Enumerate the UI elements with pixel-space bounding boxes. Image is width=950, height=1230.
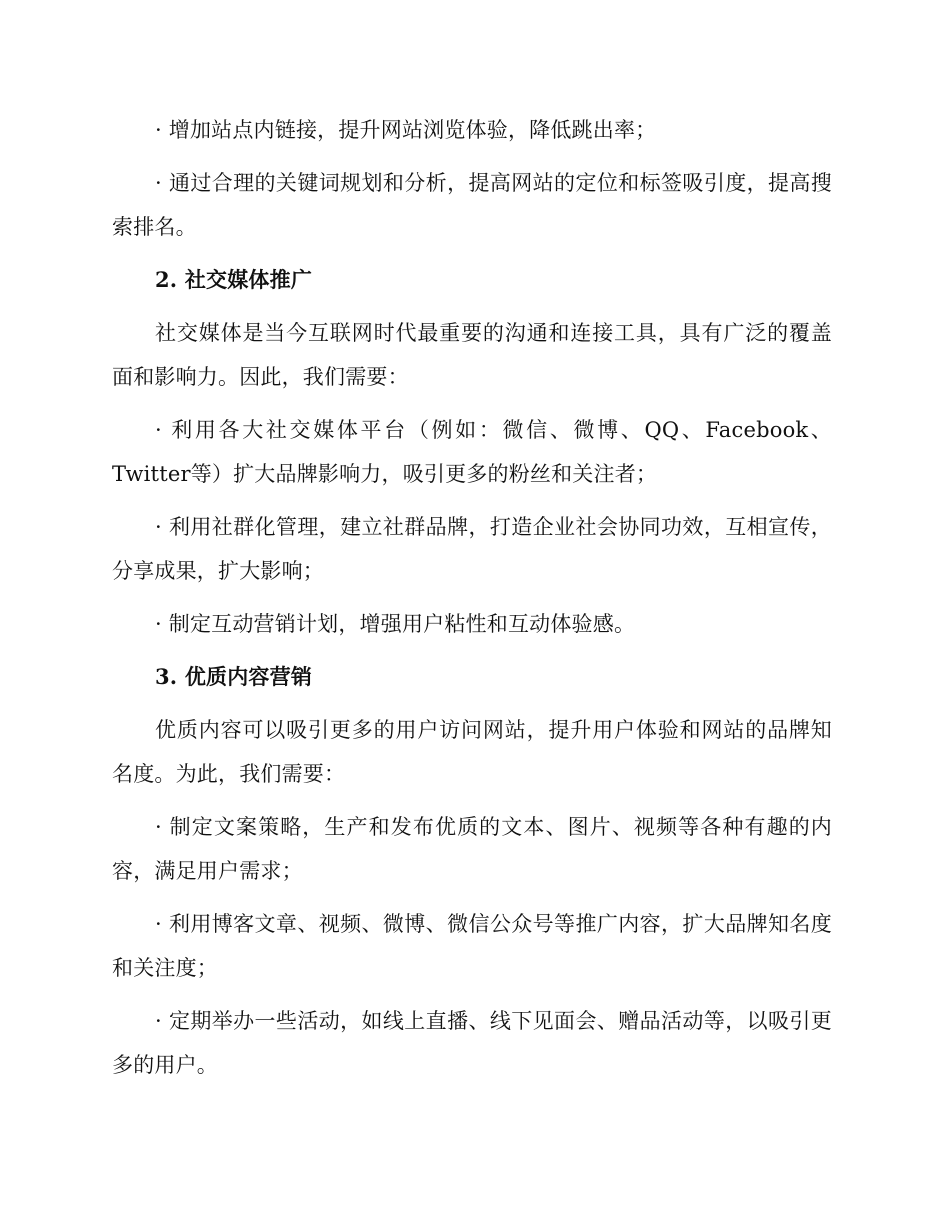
content-marketing-intro: 优质内容可以吸引更多的用户访问网站，提升用户体验和网站的品牌知名度。为此，我们需要： (112, 718, 832, 786)
section-heading-social-media: 2. 社交媒体推广 (155, 267, 313, 292)
social-media-intro: 社交媒体是当今互联网时代最重要的沟通和连接工具，具有广泛的覆盖面和影响力。因此，我们需要： (112, 321, 832, 389)
bullet-copy-strategy: · 制定文案策略，生产和发布优质的文本、图片、视频等各种有趣的内容，满足用户需求； (112, 815, 832, 883)
bullet-internal-links: · 增加站点内链接，提升网站浏览体验，降低跳出率； (155, 118, 657, 142)
bullet-social-platforms: · 利用各大社交媒体平台（例如：微信、微博、QQ、Facebook、Twitter等）扩大品牌影响力，吸引更多的粉丝和关注者； (112, 418, 832, 486)
document-page (112, 108, 832, 1087)
bullet-community-management: · 利用社群化管理，建立社群品牌，打造企业社会协同功效，互相宣传，分享成果，扩大影响； (112, 515, 832, 583)
section-heading-content-marketing: 3. 优质内容营销 (155, 664, 313, 689)
bullet-keyword-planning: · 通过合理的关键词规划和分析，提高网站的定位和标签吸引度，提高搜索排名。 (112, 171, 832, 239)
bullet-content-promotion: · 利用博客文章、视频、微博、微信公众号等推广内容，扩大品牌知名度和关注度； (112, 912, 832, 980)
bullet-interactive-marketing: · 制定互动营销计划，增强用户粘性和互动体验感。 (155, 612, 636, 636)
bullet-regular-events: · 定期举办一些活动，如线上直播、线下见面会、赠品活动等，以吸引更多的用户。 (112, 1009, 832, 1077)
